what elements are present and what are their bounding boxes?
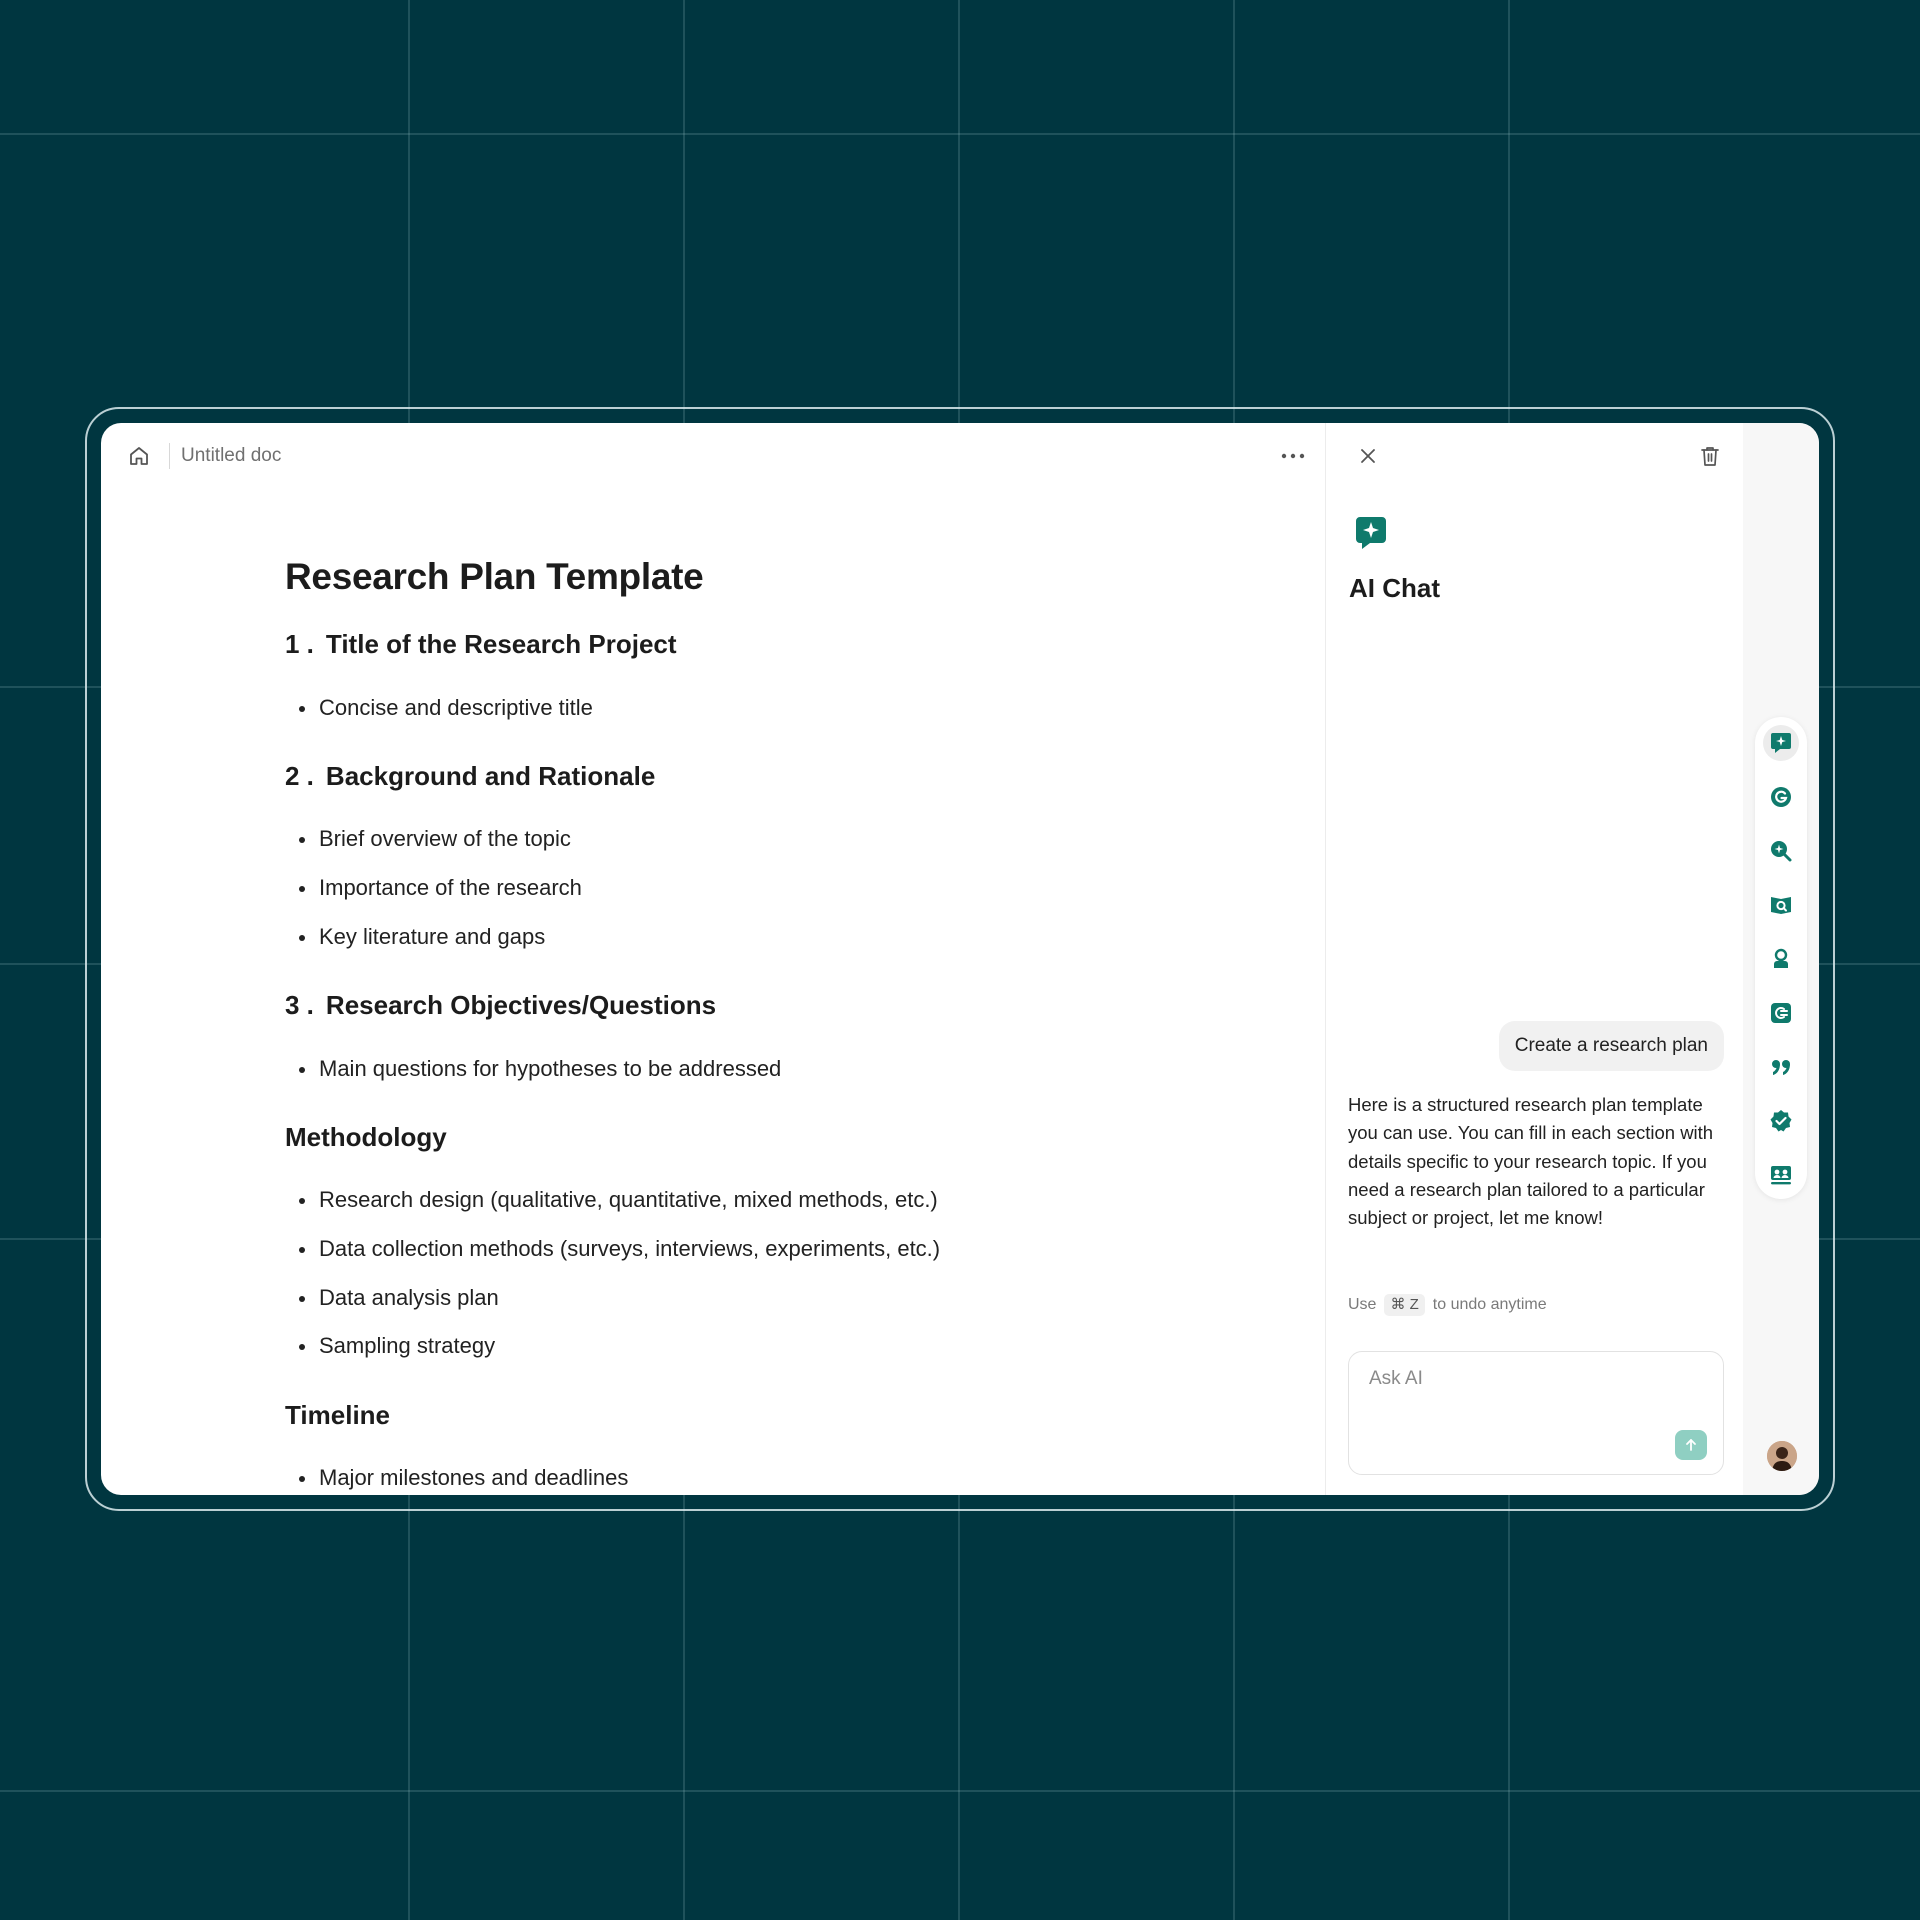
- plagiarism-check-icon: [1769, 893, 1793, 917]
- reader-persona-icon: [1769, 947, 1793, 971]
- list-item: Main questions for hypotheses to be addressed: [319, 1054, 781, 1084]
- editor-topbar: [101, 423, 1325, 487]
- topbar-divider: [169, 443, 170, 469]
- trash-icon: [1700, 445, 1720, 467]
- rail-ai-chat-button[interactable]: [1763, 725, 1799, 761]
- rail-grammarly-button[interactable]: [1763, 779, 1799, 815]
- document-name[interactable]: Untitled doc: [181, 445, 282, 466]
- more-options-button[interactable]: [1277, 443, 1309, 469]
- expert-review-icon: [1769, 1163, 1793, 1187]
- section-heading: [285, 759, 655, 793]
- background-grid-line: [0, 133, 1920, 135]
- list-item: Sampling strategy: [319, 1331, 495, 1361]
- section-number: 1 .: [285, 629, 314, 659]
- rail-search-button[interactable]: [1763, 833, 1799, 869]
- ai-detector-icon: [1769, 1001, 1793, 1025]
- app-window: [101, 423, 1819, 1495]
- section-heading-text: Timeline: [285, 1400, 391, 1430]
- list-item: Concise and descriptive title: [319, 693, 593, 723]
- section-heading-text: Background and Rationale: [325, 761, 656, 791]
- citation-quote-icon: [1769, 1055, 1793, 1079]
- undo-hint: [1348, 1293, 1547, 1317]
- grammarly-icon: [1769, 785, 1793, 809]
- background-grid-line: [0, 1790, 1920, 1792]
- list-item: Brief overview of the topic: [319, 824, 571, 854]
- more-horizontal-icon: [1281, 452, 1305, 460]
- ask-ai-input[interactable]: [1369, 1368, 1689, 1390]
- undo-shortcut-key: ⌘ Z: [1384, 1294, 1424, 1316]
- document-body[interactable]: [285, 553, 1185, 1490]
- undo-hint-prefix: Use: [1348, 1296, 1377, 1313]
- section-number: 2 .: [285, 761, 314, 791]
- ai-chat-panel: [1325, 423, 1744, 1495]
- document-editor: [101, 423, 1325, 1495]
- ai-chat-sparkle-icon: [1354, 515, 1388, 551]
- assistant-rail: [1743, 423, 1819, 1495]
- section-heading: [285, 627, 677, 661]
- section-heading: [285, 988, 716, 1022]
- section-heading-text: Research Objectives/Questions: [325, 990, 717, 1020]
- close-panel-button[interactable]: [1354, 442, 1382, 470]
- chat-title: AI Chat: [1349, 573, 1440, 603]
- list-item: Data analysis plan: [319, 1283, 499, 1313]
- rail-expert-review-button[interactable]: [1763, 1157, 1799, 1193]
- ai-chat-icon: [1769, 731, 1793, 755]
- arrow-up-icon: [1683, 1437, 1699, 1453]
- rail-citation-button[interactable]: [1763, 1049, 1799, 1085]
- home-icon: [127, 444, 151, 468]
- send-button[interactable]: [1675, 1430, 1707, 1460]
- assistant-toolbar: [1755, 717, 1807, 1199]
- document-title: Research Plan Template: [285, 556, 704, 597]
- list-item: Research design (qualitative, quantitative, mixed methods, etc.): [319, 1185, 938, 1215]
- section-heading-text: Title of the Research Project: [325, 629, 677, 659]
- list-item: Data collection methods (surveys, interviews, experiments, etc.): [319, 1234, 940, 1264]
- rail-ai-detector-button[interactable]: [1763, 995, 1799, 1031]
- rail-verify-button[interactable]: [1763, 1103, 1799, 1139]
- undo-hint-suffix: to undo anytime: [1432, 1296, 1547, 1313]
- ai-response-message: Here is a structured research plan template you can use. You can fill in each section with details specific to your research topic. If you need a research plan tailored to a particular subject or project, let me know!: [1348, 1094, 1714, 1229]
- user-avatar[interactable]: [1767, 1441, 1797, 1471]
- clear-chat-button[interactable]: [1696, 442, 1724, 470]
- user-message-bubble: Create a research plan: [1499, 1021, 1724, 1071]
- section-heading: [285, 1120, 447, 1154]
- rail-plagiarism-button[interactable]: [1763, 887, 1799, 923]
- list-item: Major milestones and deadlines: [319, 1463, 628, 1493]
- rail-reader-button[interactable]: [1763, 941, 1799, 977]
- verified-badge-icon: [1769, 1109, 1793, 1133]
- section-heading: [285, 1398, 390, 1432]
- close-icon: [1359, 447, 1377, 465]
- section-heading-text: Methodology: [285, 1122, 447, 1152]
- ask-ai-box: [1348, 1351, 1724, 1475]
- list-item: Importance of the research: [319, 873, 582, 903]
- list-item: Key literature and gaps: [319, 922, 545, 952]
- home-button[interactable]: [125, 442, 153, 470]
- search-sparkle-icon: [1769, 839, 1793, 863]
- section-number: 3 .: [285, 990, 314, 1020]
